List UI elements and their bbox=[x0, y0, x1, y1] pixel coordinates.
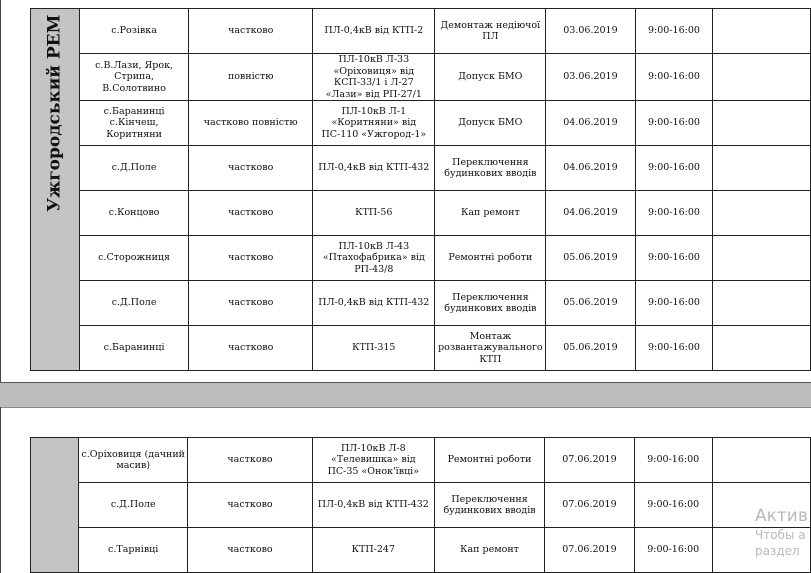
object-cell: ПЛ-10кВ Л-43 «Птахофабрика» від РП-43/8 bbox=[313, 236, 435, 281]
date-cell: 03.06.2019 bbox=[546, 9, 635, 54]
time-cell: 9:00-16:00 bbox=[634, 438, 712, 483]
time-cell: 9:00-16:00 bbox=[634, 528, 712, 573]
work-type-cell: Ремонтні роботи bbox=[434, 438, 544, 483]
table-row bbox=[31, 438, 811, 483]
note-cell bbox=[713, 101, 811, 146]
table-row bbox=[31, 191, 811, 236]
scope-cell: частково bbox=[189, 326, 313, 371]
time-cell: 9:00-16:00 bbox=[635, 281, 713, 326]
table-row bbox=[31, 146, 811, 191]
table-row bbox=[31, 9, 811, 54]
time-cell: 9:00-16:00 bbox=[635, 191, 713, 236]
work-type-cell: Кап ремонт bbox=[435, 191, 546, 236]
scope-cell: частково bbox=[189, 281, 313, 326]
date-cell: 05.06.2019 bbox=[546, 236, 635, 281]
note-cell bbox=[713, 191, 811, 236]
date-cell: 04.06.2019 bbox=[546, 101, 635, 146]
object-cell: ПЛ-0,4кВ від КТП-432 bbox=[313, 146, 435, 191]
watermark-line-3: раздел bbox=[755, 544, 800, 558]
table-row bbox=[31, 101, 811, 146]
time-cell: 9:00-16:00 bbox=[635, 54, 713, 101]
work-type-cell: Ремонтні роботи bbox=[435, 236, 546, 281]
scope-cell: частково bbox=[189, 9, 313, 54]
settlement-cell: с.Баранинці с.Кінчеш, Коритняни bbox=[80, 101, 189, 146]
settlement-cell: с.Д.Поле bbox=[80, 146, 189, 191]
note-cell bbox=[713, 326, 811, 371]
outage-schedule-table bbox=[30, 8, 811, 371]
outage-schedule-table-continued bbox=[30, 437, 811, 573]
table-row bbox=[31, 326, 811, 371]
settlement-cell: с.Д.Поле bbox=[79, 483, 188, 528]
page-top-edge bbox=[0, 407, 811, 408]
table-row bbox=[31, 528, 811, 573]
object-cell: ПЛ-0,4кВ від КТП-432 bbox=[313, 281, 435, 326]
watermark-line-2: Чтобы а bbox=[755, 528, 806, 542]
object-cell: ПЛ-0,4кВ від КТП-432 bbox=[312, 483, 434, 528]
object-cell: КТП-315 bbox=[313, 326, 435, 371]
time-cell: 9:00-16:00 bbox=[634, 483, 712, 528]
object-cell: КТП-56 bbox=[313, 191, 435, 236]
scope-cell: частково bbox=[189, 191, 313, 236]
note-cell bbox=[712, 438, 810, 483]
time-cell: 9:00-16:00 bbox=[635, 9, 713, 54]
work-type-cell: Кап ремонт bbox=[434, 528, 544, 573]
table-row bbox=[31, 281, 811, 326]
settlement-cell: с.В.Лази, Ярок, Стрипа, В.Солотвино bbox=[80, 54, 189, 101]
table-row bbox=[31, 54, 811, 101]
note-cell bbox=[713, 236, 811, 281]
date-cell: 05.06.2019 bbox=[546, 326, 635, 371]
table-row bbox=[31, 236, 811, 281]
work-type-cell: Переключення будинкових вводів bbox=[435, 281, 546, 326]
date-cell: 04.06.2019 bbox=[546, 146, 635, 191]
settlement-cell: с.Концово bbox=[80, 191, 189, 236]
settlement-cell: с.Баранинці bbox=[80, 326, 189, 371]
date-cell: 05.06.2019 bbox=[546, 281, 635, 326]
activation-watermark bbox=[755, 505, 811, 559]
settlement-cell: с.Тарнівці bbox=[79, 528, 188, 573]
note-cell bbox=[713, 9, 811, 54]
time-cell: 9:00-16:00 bbox=[635, 236, 713, 281]
object-cell: ПЛ-10кВ Л-1 «Коритняни» від ПС-110 «Ужгород-1» bbox=[313, 101, 435, 146]
object-cell: КТП-247 bbox=[312, 528, 434, 573]
note-cell bbox=[713, 146, 811, 191]
department-label-cell-continued bbox=[31, 438, 79, 573]
time-cell: 9:00-16:00 bbox=[635, 326, 713, 371]
scope-cell: частково bbox=[189, 236, 313, 281]
time-cell: 9:00-16:00 bbox=[635, 146, 713, 191]
date-cell: 04.06.2019 bbox=[546, 191, 635, 236]
department-label-cell bbox=[31, 9, 80, 371]
scope-cell: частково bbox=[188, 438, 313, 483]
scope-cell: повністю bbox=[189, 54, 313, 101]
work-type-cell: Переключення будинкових вводів bbox=[435, 146, 546, 191]
page-left-edge bbox=[0, 0, 1, 383]
work-type-cell: Переключення будинкових вводів bbox=[434, 483, 544, 528]
note-cell bbox=[713, 281, 811, 326]
watermark-line-1: Актив bbox=[755, 506, 808, 526]
date-cell: 07.06.2019 bbox=[545, 438, 634, 483]
scope-cell: частково bbox=[188, 483, 313, 528]
settlement-cell: с.Розівка bbox=[80, 9, 189, 54]
work-type-cell: Допуск БМО bbox=[435, 54, 546, 101]
page-left-edge-2 bbox=[0, 407, 1, 573]
scope-cell: частково bbox=[188, 528, 313, 573]
work-type-cell: Допуск БМО bbox=[435, 101, 546, 146]
object-cell: ПЛ-10кВ Л-8 «Телевишка» від ПС-35 «Онок'ївці» bbox=[312, 438, 434, 483]
object-cell: ПЛ-10кВ Л-33 «Оріховиця» від КСП-33/1 і Л-27 «Лази» від РП-27/1 bbox=[313, 54, 435, 101]
scope-cell: частково повністю bbox=[189, 101, 313, 146]
scope-cell: частково bbox=[189, 146, 313, 191]
object-cell: ПЛ-0,4кВ від КТП-2 bbox=[313, 9, 435, 54]
page-gap bbox=[0, 383, 811, 407]
date-cell: 07.06.2019 bbox=[545, 528, 634, 573]
date-cell: 03.06.2019 bbox=[546, 54, 635, 101]
date-cell: 07.06.2019 bbox=[545, 483, 634, 528]
department-label: Ужгородський РЕМ bbox=[44, 14, 65, 212]
work-type-cell: Демонтаж недіючої ПЛ bbox=[435, 9, 546, 54]
time-cell: 9:00-16:00 bbox=[635, 101, 713, 146]
settlement-cell: с.Сторожниця bbox=[80, 236, 189, 281]
settlement-cell: с.Оріховиця (дачний масив) bbox=[79, 438, 188, 483]
table-row bbox=[31, 483, 811, 528]
work-type-cell: Монтаж розвантажувального КТП bbox=[435, 326, 546, 371]
settlement-cell: с.Д.Поле bbox=[80, 281, 189, 326]
note-cell bbox=[713, 54, 811, 101]
